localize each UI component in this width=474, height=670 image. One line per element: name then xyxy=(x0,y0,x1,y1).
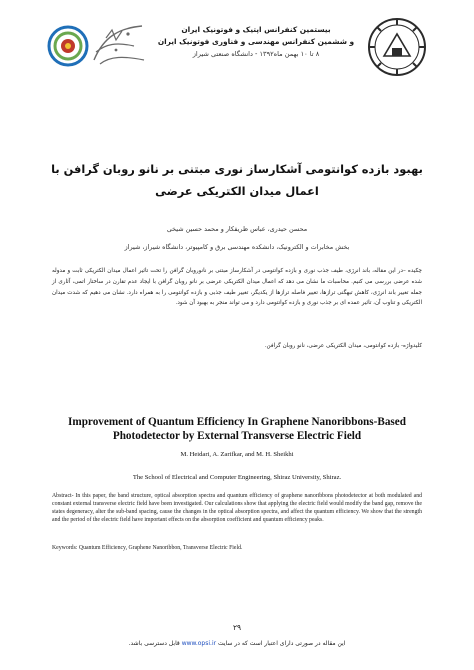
persian-abstract: چکیده –در این مقاله، باند انرژی، طیف جذب نوری و بازده کوانتومی در آشکارساز مبتنی بر نانوروبان گرافن را تحت تاثیر اعمال میدان الکتریکی ثابت و مدوله شده عرضی بررسی می کنیم. محاسبات ما نشان می دهد که اعمال میدان الکتریکی عرضی بر نانو روبان گرافن با ایجاد عدم تقارن در ساختار اتمی، آثاری از جمله تغییر باند انرژی، کاهش تبهگنی ترازها، تغییر فاصله ترازها از یکدیگر، تغییر طیف جذبی و بازده کوانتومی را به همراه دارد. نشان می دهیم که شدت میدان الکتریکی و تناوب آن، تاثیر عمده ای بر جذب نوری و بازده کوانتومی دارد و می تواند منجر به بهبود آن شود. xyxy=(52,268,422,307)
english-abstract: Abstract- In this paper, the band structure, optical absorption spectra and quantum efficiency of graphene nanoribbons photodetector at both modulated and constant external transverse electric field have been investigated. Our calculations show that applying the electric field would modify the band gap, remove the states degeneracy, alter the sub-band spacing, cause the changes in the optical absorption spectra, and affect the quantum efficiency. We show that the strength and the period of the electric field have important effects on the absorption coefficient and quantum efficiency peaks. xyxy=(52,493,422,523)
persian-title: بهبود بازده کوانتومی آشکارساز نوری مبتنی بر نانو روبان گرافن با اعمال میدان الکتریکی عرضی xyxy=(51,162,423,198)
conference-title xyxy=(150,24,362,60)
persian-keywords: کلید‌واژه- بازده کوانتومی، میدان الکتریکی عرضی، نانو روبان گرافن. xyxy=(264,343,422,349)
persian-affiliation: بخش مخابرات و الکترونیک، دانشکده مهندسی برق و کامپیوتر، دانشگاه شیراز، شیراز xyxy=(124,243,350,251)
footer-note xyxy=(0,640,474,647)
conference-line-2: و ششمین کنفرانس مهندسی و فناوری فوتونیک ایران xyxy=(157,37,355,46)
footer-note-after: قابل دسترسی باشد. xyxy=(128,640,180,647)
english-affiliation: The School of Electrical and Computer Engineering, Shiraz University, Shiraz. xyxy=(132,474,342,481)
footer-note-before: این مقاله در صورتی دارای اعتبار است که در سایت xyxy=(218,640,346,647)
english-keywords: Keywords: Quantum Efficiency, Graphene Nanoribbon, Transverse Electric Field. xyxy=(52,545,243,551)
footer-site-link[interactable]: www.opsi.ir xyxy=(181,640,217,647)
conference-header xyxy=(0,0,474,100)
conference-logo xyxy=(46,16,150,78)
university-seal xyxy=(366,16,428,78)
persian-authors: محسن حیدری، عباس ظریفکار و محمد حسین شیخی xyxy=(166,225,308,233)
conference-dates: ۸ تا ۱۰ بهمن ماه۱۳۹۲ - دانشگاه صنعتی شیراز xyxy=(192,50,320,58)
english-title: Improvement of Quantum Efficiency In Graphene Nanoribbons-Based Photodetector by External Transverse Electric Field xyxy=(68,416,406,442)
conference-line-1: بیستمین کنفرانس اپتیک و فوتونیک ایران xyxy=(181,25,331,34)
page-number: ۲۹ xyxy=(232,623,242,632)
english-authors: M. Heidari, A. Zarifkar, and M. H. Sheikhi xyxy=(180,451,294,458)
